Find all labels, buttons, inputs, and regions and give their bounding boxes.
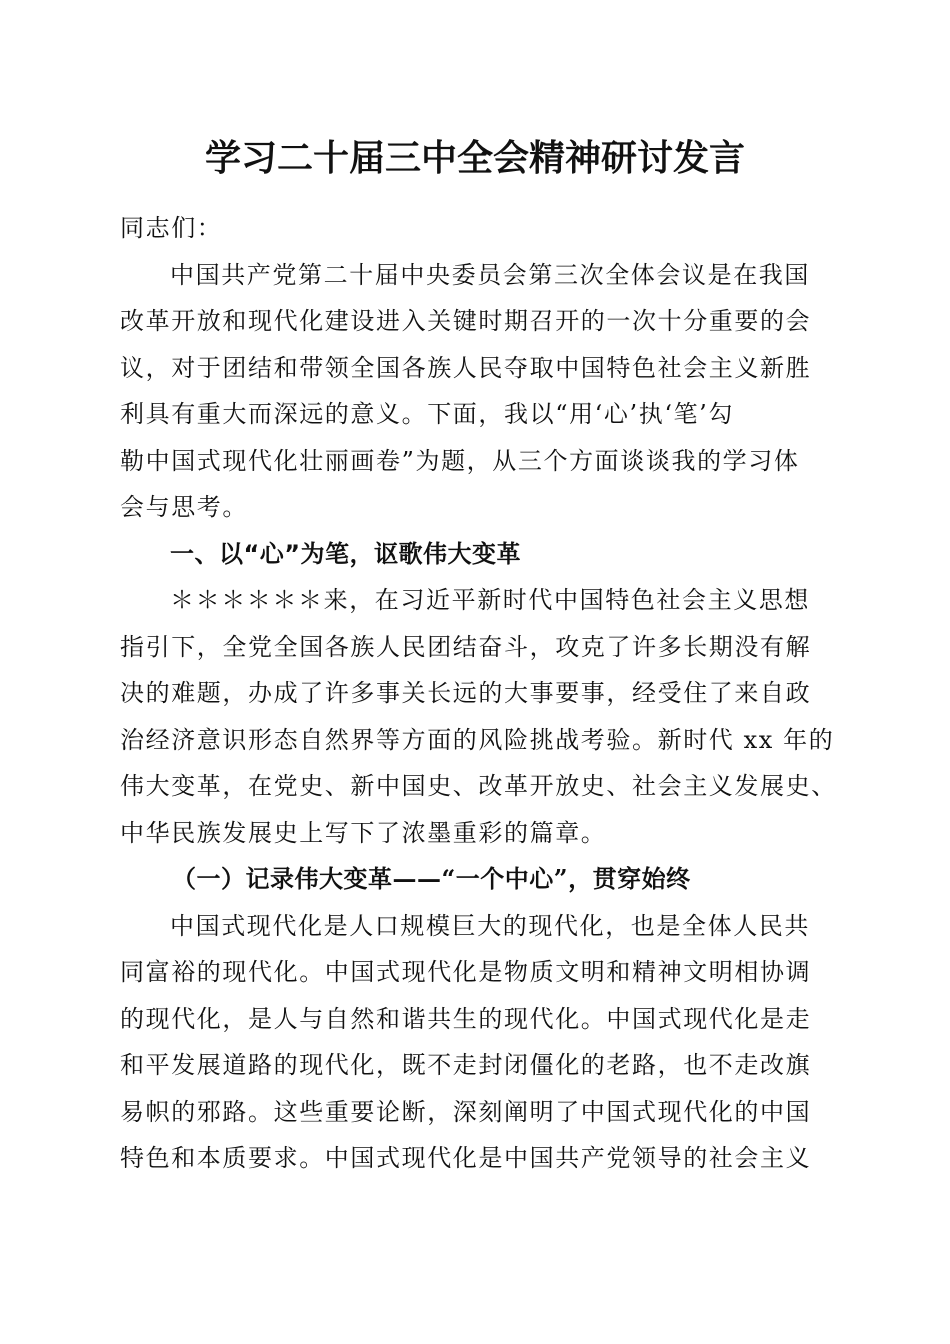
salutation: 同志们： [120,214,223,242]
subsection-line: 和平发展道路的现代化，既不走封闭僵化的老路，也不走改旗 [120,1051,812,1079]
section-line: 指引下，全党全国各族人民团结奋斗，攻克了许多长期没有解 [120,632,812,661]
subsection-line: 特色和本质要求。中国式现代化是中国共产党领导的社会主义 [120,1144,812,1172]
document-title: 学习二十届三中全会精神研讨发言 [204,137,745,179]
intro-line: 利具有重大而深远的意义。下面，我以“用‘心’执‘笔’勾 [120,400,734,428]
subsection-line: 易帜的邪路。这些重要论断，深刻阐明了中国式现代化的中国 [120,1097,812,1126]
subsection-heading: （一）记录伟大变革——“一个中心”，贯穿始终 [172,864,691,893]
section-line: 决的难题，办成了许多事关长远的大事要事，经受住了来自政 [120,679,812,707]
intro-line: 中国共产党第二十届中央委员会第三次全体会议是在我国 [170,260,810,289]
intro-line: 改革开放和现代化建设进入关键时期召开的一次十分重要的会 [120,307,812,335]
section-heading: 一、以“心”为笔，讴歌伟大变革 [170,539,522,568]
intro-line: 议，对于团结和带领全国各族人民夺取中国特色社会主义新胜 [120,353,812,382]
intro-line: 会与思考。 [120,493,248,521]
section-line: 治经济意识形态自然界等方面的风险挑战考验。新时代 xx 年的 [120,725,835,754]
section-line: 伟大变革，在党史、新中国史、改革开放史、社会主义发展史、 [120,772,837,800]
section-line: ＊＊＊＊＊＊来，在习近平新时代中国特色社会主义思想 [170,586,810,614]
subsection-line: 中国式现代化是人口规模巨大的现代化，也是全体人民共 [170,911,810,940]
document-body [120,205,837,1182]
subsection-line: 的现代化，是人与自然和谐共生的现代化。中国式现代化是走 [120,1004,812,1033]
subsection-line: 同富裕的现代化。中国式现代化是物质文明和精神文明相协调 [120,958,812,986]
section-line: 中华民族发展史上写下了浓墨重彩的篇章。 [120,818,607,847]
intro-line: 勒中国式现代化壮丽画卷”为题，从三个方面谈谈我的学习体 [120,446,800,475]
